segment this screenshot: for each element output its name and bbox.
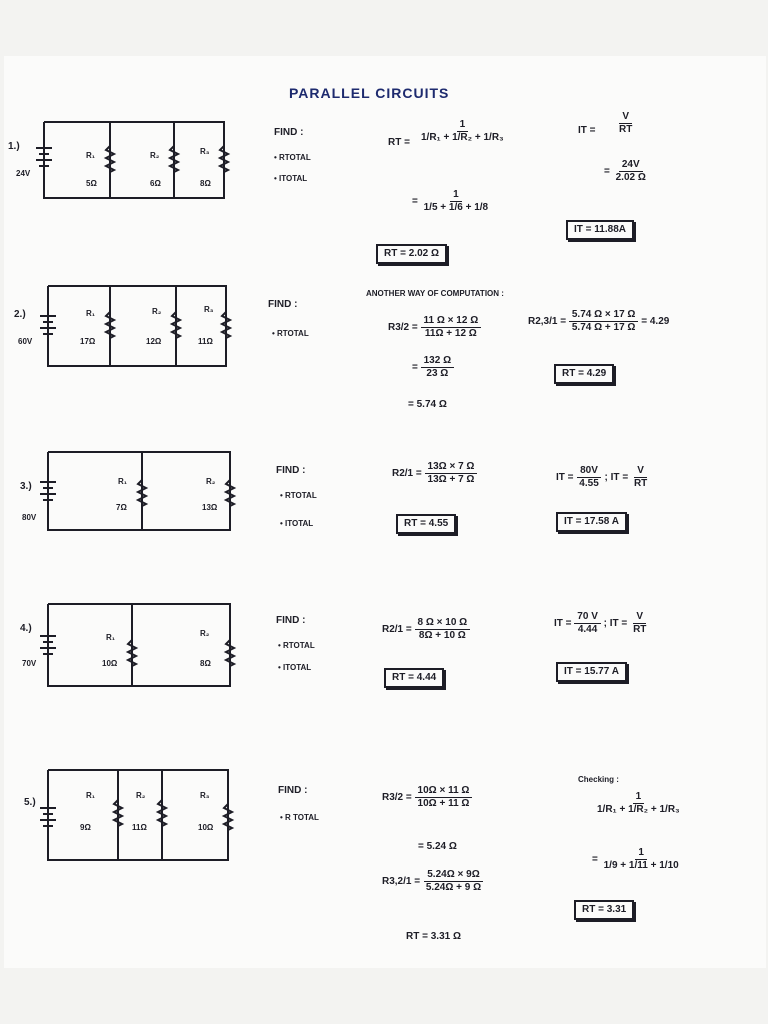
problem-1-rt-result: RT = 2.02 Ω — [376, 244, 447, 264]
problem-2-note: ANOTHER WAY OF COMPUTATION : — [366, 289, 504, 298]
problem-3-r1-name: R₁ — [118, 477, 128, 486]
problem-4-step1: R2/1 = $\frac{8 \Omega \times 10 \Omega}{8\Omega + 10 \Omega}$ — [382, 618, 470, 641]
problem-5-step2: = 5.24 Ω — [418, 841, 457, 852]
problem-2-find-label: FIND : — [268, 299, 298, 310]
problem-5-rt-result: RT = 3.31 — [574, 900, 634, 920]
problem-1-r2-value: 6Ω — [150, 179, 161, 188]
problem-1-r1-value: 5Ω — [86, 179, 97, 188]
problem-2-voltage: 60V — [18, 337, 33, 346]
problem-5-number: 5.) — [24, 797, 36, 808]
problem-2-step3: = 5.74 Ω — [408, 399, 447, 410]
problem-3-it-formula: IT = $\frac{80V}{4.55}$ ; IT = $\frac{V}{RT}$ — [556, 465, 648, 489]
problem-4-circuit-diagram — [40, 604, 240, 688]
problem-5-check-formula: $\frac{1}{\text{1/R₁ + 1/R₂ + 1/R₃}}$ — [597, 791, 680, 815]
problem-5-step1: R3/2 = $\frac{10\Omega \times 11 \Omega}{10\Omega + 11 \Omega}$ — [382, 786, 472, 809]
problem-5-r1-name: R₁ — [86, 791, 96, 800]
problem-5-step4: RT = 3.31 Ω — [406, 931, 461, 942]
problem-5-find-item-1: • R TOTAL — [280, 813, 319, 822]
problem-5-check-label: Checking : — [578, 775, 619, 784]
problem-2-r2-value: 12Ω — [146, 337, 162, 346]
problem-3-find-item-2: • ITOTAL — [280, 519, 314, 528]
problem-5-r2-value: 11Ω — [132, 823, 147, 832]
problem-3-rt-result: RT = 4.55 — [396, 514, 456, 534]
problem-1-r3-name: R₃ — [200, 147, 210, 156]
problem-1-it-formula: $\frac{V}{RT}$ — [619, 111, 633, 135]
problem-4-find-label: FIND : — [276, 615, 306, 626]
problem-5-r1-value: 9Ω — [80, 823, 91, 832]
problem-3-find-label: FIND : — [276, 465, 306, 476]
problem-4-find-item-2: • ITOTAL — [278, 663, 312, 672]
problem-1-voltage: 24V — [16, 169, 31, 178]
problem-1-find-item-1: • RTOTAL — [274, 153, 311, 162]
problem-2-step2: = $\frac{132 \Omega}{23 \Omega}$ — [412, 356, 454, 379]
problem-1-rt-substitution: = $\frac{1}{1/5 + 1/6 + 1/8}$ — [412, 189, 489, 213]
problem-4-r2-value: 8Ω — [200, 659, 211, 668]
problem-5-r3-value: 10Ω — [198, 823, 214, 832]
problem-3-voltage: 80V — [22, 513, 37, 522]
problem-1-find-item-2: • ITOTAL — [274, 174, 308, 183]
problem-3-step1: R2/1 = $\frac{13\Omega \times 7 \Omega}{13\Omega + 7 \Omega}$ — [392, 462, 477, 485]
problem-3-r1-value: 7Ω — [116, 503, 127, 512]
problem-1-r3-value: 8Ω — [200, 179, 211, 188]
problem-5-circuit-diagram — [40, 770, 240, 862]
problem-4-it-result: IT = 15.77 A — [556, 662, 627, 682]
problem-2-circuit-diagram — [40, 286, 240, 368]
problem-3-r2-value: 13Ω — [202, 503, 218, 512]
problem-1-r1-name: R₁ — [86, 151, 96, 160]
page-title: PARALLEL CIRCUITS — [289, 85, 450, 101]
problem-5-r2-name: R₂ — [136, 791, 146, 800]
problem-4-number: 4.) — [20, 623, 32, 634]
problem-4-rt-result: RT = 4.44 — [384, 668, 444, 688]
problem-1-r2-name: R₂ — [150, 151, 160, 160]
problem-3-find-item-1: • RTOTAL — [280, 491, 317, 500]
problem-3-circuit-diagram — [40, 452, 240, 532]
problem-3-number: 3.) — [20, 481, 32, 492]
problem-2-r1-name: R₁ — [86, 309, 96, 318]
problem-3-r2-name: R₂ — [206, 477, 216, 486]
problem-1-it-result: IT = 11.88A — [566, 220, 634, 240]
problem-4-find-item-1: • RTOTAL — [278, 641, 315, 650]
problem-2-step4: R2,3/1 = $\frac{5.74 \Omega \times 17 \Omega}{5.74 \Omega + 17 \Omega}$ = 4.29 — [528, 309, 670, 333]
problem-2-rt-result: RT = 4.29 — [554, 364, 614, 384]
problem-1-number: 1.) — [8, 141, 20, 152]
problem-4-r1-name: R₁ — [106, 633, 116, 642]
problem-4-r2-name: R₂ — [200, 629, 210, 638]
problem-2-step1: R3/2 = $\frac{11 \Omega \times 12 \Omega}{11\Omega + 12 \Omega}$ — [388, 316, 481, 339]
problem-1-rt-lhs: RT = — [388, 137, 410, 148]
problem-5-find-label: FIND : — [278, 785, 308, 796]
problem-1-find-label: FIND : — [274, 127, 304, 138]
problem-4-r1-value: 10Ω — [102, 659, 118, 668]
problem-1-rt-formula: $\frac{1}{\text{1/R₁ + 1/R₂ + 1/R₃}}$ — [421, 119, 504, 143]
problem-3-it-result: IT = 17.58 A — [556, 512, 627, 532]
problem-2-r2-name: R₂ — [152, 307, 162, 316]
problem-5-r3-name: R₃ — [200, 791, 210, 800]
problem-4-voltage: 70V — [22, 659, 37, 668]
problem-4-it-formula: IT = $\frac{70 V}{4.44}$ ; IT = $\frac{V}{RT}$ — [554, 611, 647, 635]
problem-5-check-substitution: = $\frac{1}{1/9 + 1/11 + 1/10}$ — [592, 847, 679, 871]
problem-1-it-substitution: = $\frac{24V}{2.02 \Omega}$ — [604, 159, 646, 183]
problem-5-step3: R3,2/1 = $\frac{5.24\Omega \times 9\Omega}{5.24\Omega + 9 \Omega}$ — [382, 869, 482, 893]
problem-2-r3-name: R₃ — [204, 305, 214, 314]
problem-2-r3-value: 11Ω — [198, 337, 213, 346]
problem-1-it-lhs: IT = — [578, 125, 596, 136]
problem-2-r1-value: 17Ω — [80, 337, 96, 346]
problem-1-circuit-diagram — [36, 122, 236, 202]
problem-2-number: 2.) — [14, 309, 26, 320]
problem-2-find-item-1: • RTOTAL — [272, 329, 309, 338]
